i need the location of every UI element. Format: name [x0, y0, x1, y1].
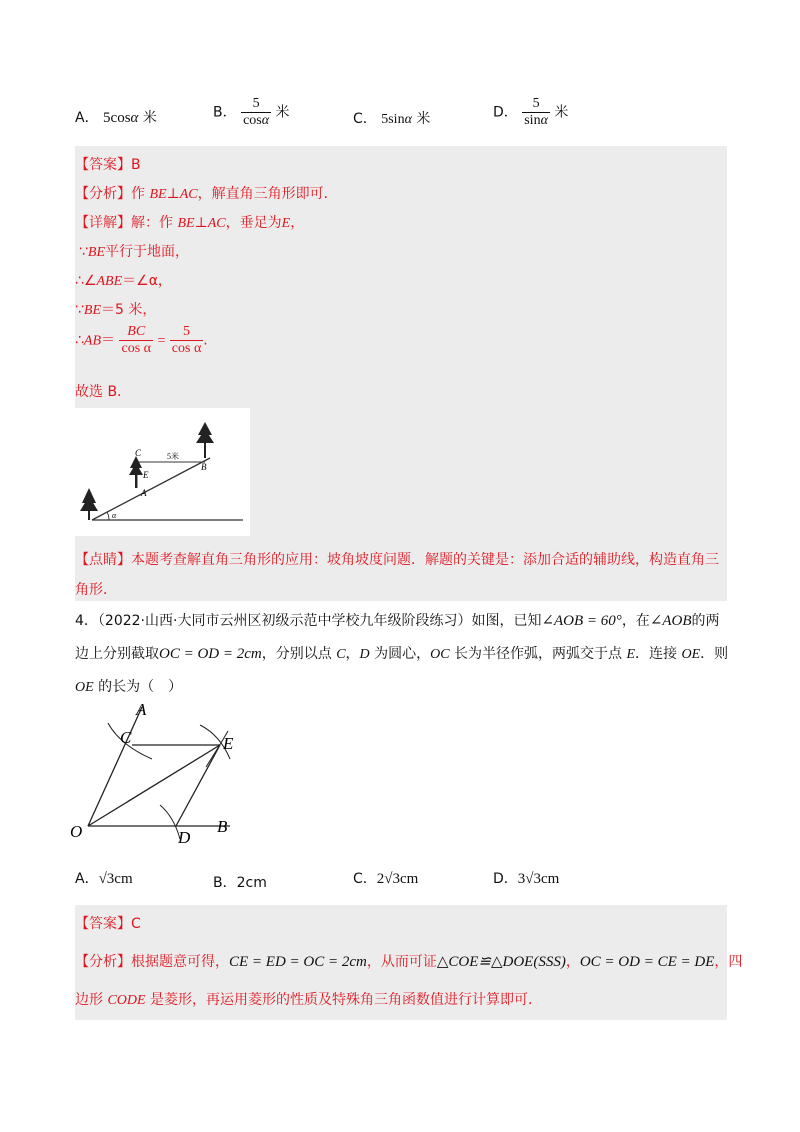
- detail-line: 【详解】解：作 BE⊥AC，垂足为E，: [75, 215, 305, 231]
- question-4-line-3: OE 的长为（ ）: [75, 679, 183, 695]
- slope-diagram: [75, 408, 250, 536]
- rhombus-construction-figure: [60, 695, 260, 855]
- fraction: $\frac{5}{\cos\alpha}$: [243, 96, 270, 129]
- comment-line-1: 【点睛】本题考查解直角三角形的应用：坡角坡度问题．解题的关键是：添加合适的辅助线，构造直角三: [75, 552, 719, 568]
- q4-option-c: C．2√3cm: [353, 871, 419, 887]
- label-o: O: [70, 822, 83, 841]
- analysis-line: 【分析】作 BE⊥AC，解直角三角形即可．: [75, 186, 338, 202]
- question-4-line-2: 边上分别截取OC = OD = 2cm，分别以点 C，D 为圆心，OC 长为半径作弧，两弧交于点 E．连接 OE．则: [75, 646, 729, 662]
- label-b: B: [201, 462, 207, 472]
- solution-step-4: ∴AB＝ $\frac{BC}{\text{cos α}}$ = $\frac{5}{\text{cos α}}$ .: [75, 324, 208, 357]
- question-4-line-1: 4．（2022·山西·大同市云州区初级示范中学校九年级阶段练习）如图，已知∠AOB = 60°，在∠AOB的两: [75, 613, 720, 629]
- solution-step-3: ∵BE＝5 米，: [75, 302, 157, 318]
- tree-icon: [129, 456, 143, 488]
- fraction-5-over-cos: $\frac{5}{\text{cos α}}$: [171, 324, 202, 357]
- conclusion-line: 故选 B．: [75, 384, 132, 400]
- label-e: E: [223, 734, 234, 753]
- label-alpha: α: [112, 511, 117, 520]
- slope-figure: [75, 408, 250, 536]
- label-e: E: [143, 470, 149, 480]
- q3-option-c: C． 5sinα 米: [353, 111, 431, 127]
- tree-icon: [196, 422, 214, 458]
- answer-line: 【答案】C: [75, 916, 141, 932]
- fraction: $\frac{5}{\sin\alpha}$: [524, 96, 548, 129]
- solution-step-1: ∵BE平行于地面，: [79, 244, 190, 260]
- label-a: A: [136, 700, 147, 719]
- q3-option-b: B． $\frac{5}{\cos\alpha}$ 米: [213, 96, 290, 129]
- tree-icon: [80, 488, 98, 520]
- label-c: C: [120, 728, 132, 747]
- analysis-line: 【分析】根据题意可得，CE = ED = OC = 2cm，从而可证△COE≌△DOE(SSS)，OC = OD = CE = DE，四: [75, 954, 743, 970]
- q3-solution-box: [75, 146, 727, 601]
- q4-option-b: B．2cm: [213, 875, 267, 891]
- label-distance: 5米: [167, 452, 179, 461]
- label-a: A: [141, 488, 147, 498]
- q3-option-a: A． 5cosα 米: [75, 110, 157, 126]
- analysis-line-2: 边形 CODE 是菱形，再运用菱形的性质及特殊角三角函数值进行计算即可．: [75, 992, 543, 1008]
- q4-solution-box: [75, 905, 743, 1020]
- q4-option-d: D．3√3cm: [493, 871, 560, 887]
- fraction-bc-over-cos: $\frac{BC}{\text{cos α}}$: [121, 324, 151, 357]
- q4-option-a: A．√3cm: [75, 871, 133, 887]
- solution-step-2: ∴∠ABE＝∠α，: [75, 273, 172, 289]
- label-c: C: [135, 448, 142, 458]
- answer-line: 【答案】B: [75, 157, 141, 173]
- q3-option-d: D． $\frac{5}{\sin\alpha}$ 米: [493, 96, 569, 129]
- label-d: D: [178, 828, 191, 847]
- label-b: B: [217, 817, 228, 836]
- comment-line-2: 角形．: [75, 582, 117, 598]
